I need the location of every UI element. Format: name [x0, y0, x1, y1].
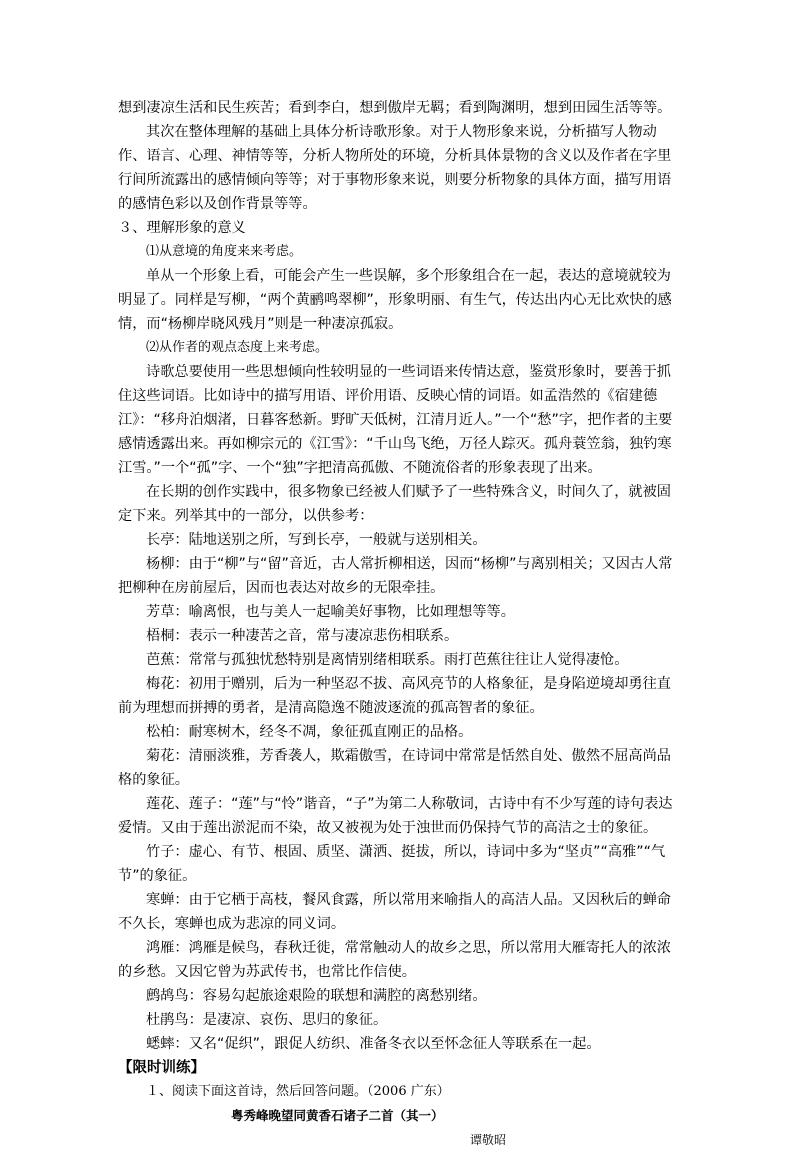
symbol-item: 梅花：初用于赠别，后为一种坚忍不拔、高风亮节的人格象征，是身陷逆境却勇往直前为理想而拼搏的勇者，是清高隐逸不随波逐流的孤高智者的象征。 — [118, 676, 671, 716]
symbol-item: 松柏：耐寒树木，经冬不凋，象征孤直刚正的品格。 — [146, 724, 473, 740]
paragraph-imagery: 单从一个形象上看，可能会产生一些误解，多个形象组合在一起，表达的意境就较为明显了。同样是写柳，“两个黄鹂鸣翠柳”，形象明丽、有生气，传达出内心无比欢快的感情，而“杨柳岸晓风残月”则是一种凄凉孤寂。 — [118, 268, 672, 332]
symbol-item: 杜鹃鸟：是凄凉、哀伤、思归的象征。 — [146, 1012, 388, 1028]
exercise-question: １、阅读下面这首诗，然后回答问题。（2006 广东） — [146, 1084, 450, 1099]
paragraph-symbol-intro: 在长期的创作实践中，很多物象已经被人们赋予了一些特殊含义，时间久了，就被固定下来。列举其中的一部分，以供参考： — [118, 484, 671, 524]
paragraph-author-attitude: 诗歌总要使用一些思想倾向性较明显的一些词语来传情达意，鉴赏形象时，要善于抓住这些词语。比如诗中的描写用语、评价用语、反映心情的词语。如孟浩然的《宿建德江》：“移舟泊烟渚，日暮客愁新。野旷天低树，江清月近人。”一个“愁”字，把作者的主要感情透露出来。再如柳宗元的《江雪》：“千山鸟飞绝，万径人踪灭。孤舟蓑笠翁，独钓寒江雪。”一个“孤”字、一个“独”字把清高孤傲、不随流俗者的形象表现了出来。 — [118, 364, 673, 476]
symbol-item: 寒蝉：由于它栖于高枝，餐风食露，所以常用来喻指人的高洁人品。又因秋后的蝉命不久长，寒蝉也成为悲凉的同义词。 — [118, 892, 671, 932]
paragraph-analysis: 其次在整体理解的基础上具体分析诗歌形象。对于人物形象来说，分析描写人物动作、语言、心理、神情等等，分析人物所处的环境，分析具体景物的含义以及作者在字里行间所流露出的感情倾向等等；对于事物形象来说，则要分析物象的具体方面，描写用语的感情色彩以及创作背景等等。 — [118, 124, 672, 212]
section-heading-3: ３、理解形象的意义 — [118, 220, 246, 236]
symbol-item: 鸿雁：鸿雁是候鸟，春秋迁徙，常常触动人的故乡之思，所以常用大雁寄托人的浓浓的乡愁。又因它曾为苏武传书，也常比作信使。 — [118, 940, 671, 980]
poem-title: 粤秀峰晚望同黄香石诸子二首（其一） — [231, 1108, 444, 1123]
symbol-item: 菊花：清丽淡雅，芳香袭人，欺霜傲雪，在诗词中常常是恬然自处、傲然不屈高尚品格的象征。 — [118, 748, 671, 788]
symbol-item: 芭蕉：常常与孤独忧愁特别是离情别绪相联系。雨打芭蕉往往让人觉得凄怆。 — [146, 652, 629, 668]
exercise-heading: 【限时训练】 — [118, 1060, 205, 1076]
symbol-item: 杨柳：由于“柳”与“留”音近，古人常折柳相送，因而“杨柳”与离别相关；又因古人常把柳种在房前屋后，因而也表达对故乡的无限牵挂。 — [118, 556, 673, 596]
poem-author: 谭敬昭 — [470, 1133, 507, 1147]
subheading-2: ⑵从作者的观点态度上来考虑。 — [146, 340, 329, 355]
symbol-item: 芳草：喻离恨，也与美人一起喻美好事物，比如理想等等。 — [146, 604, 515, 620]
document-page — [118, 96, 678, 1152]
symbol-item: 蟋蟀：又名“促织”，跟促人纺织、准备冬衣以至怀念征人等联系在一起。 — [146, 1036, 601, 1052]
symbol-item: 长亭：陆地送别之所，写到长亭，一般就与送别相关。 — [146, 532, 487, 548]
symbol-item: 竹子：虚心、有节、根固、质坚、潇洒、挺拔，所以，诗词中多为“坚贞”“高雅”“气节”的象征。 — [118, 844, 666, 884]
symbol-item: 莲花、莲子：“莲”与“怜”谐音，“子”为第二人称敬词，古诗中有不少写莲的诗句表达爱情。又由于莲出淤泥而不染，故又被视为处于浊世而仍保持气节的高洁之士的象征。 — [118, 796, 673, 836]
symbol-item: 梧桐：表示一种凄苦之音，常与凄凉悲伤相联系。 — [146, 628, 459, 644]
subheading-1: ⑴从意境的角度来来考虑。 — [146, 244, 303, 259]
symbol-item: 鹧鸪鸟：容易勾起旅途艰险的联想和满腔的离愁别绪。 — [146, 988, 487, 1004]
paragraph-continuation: 想到凄凉生活和民生疾苦；看到李白，想到傲岸无羁；看到陶渊明，想到田园生活等等。 — [118, 100, 672, 116]
